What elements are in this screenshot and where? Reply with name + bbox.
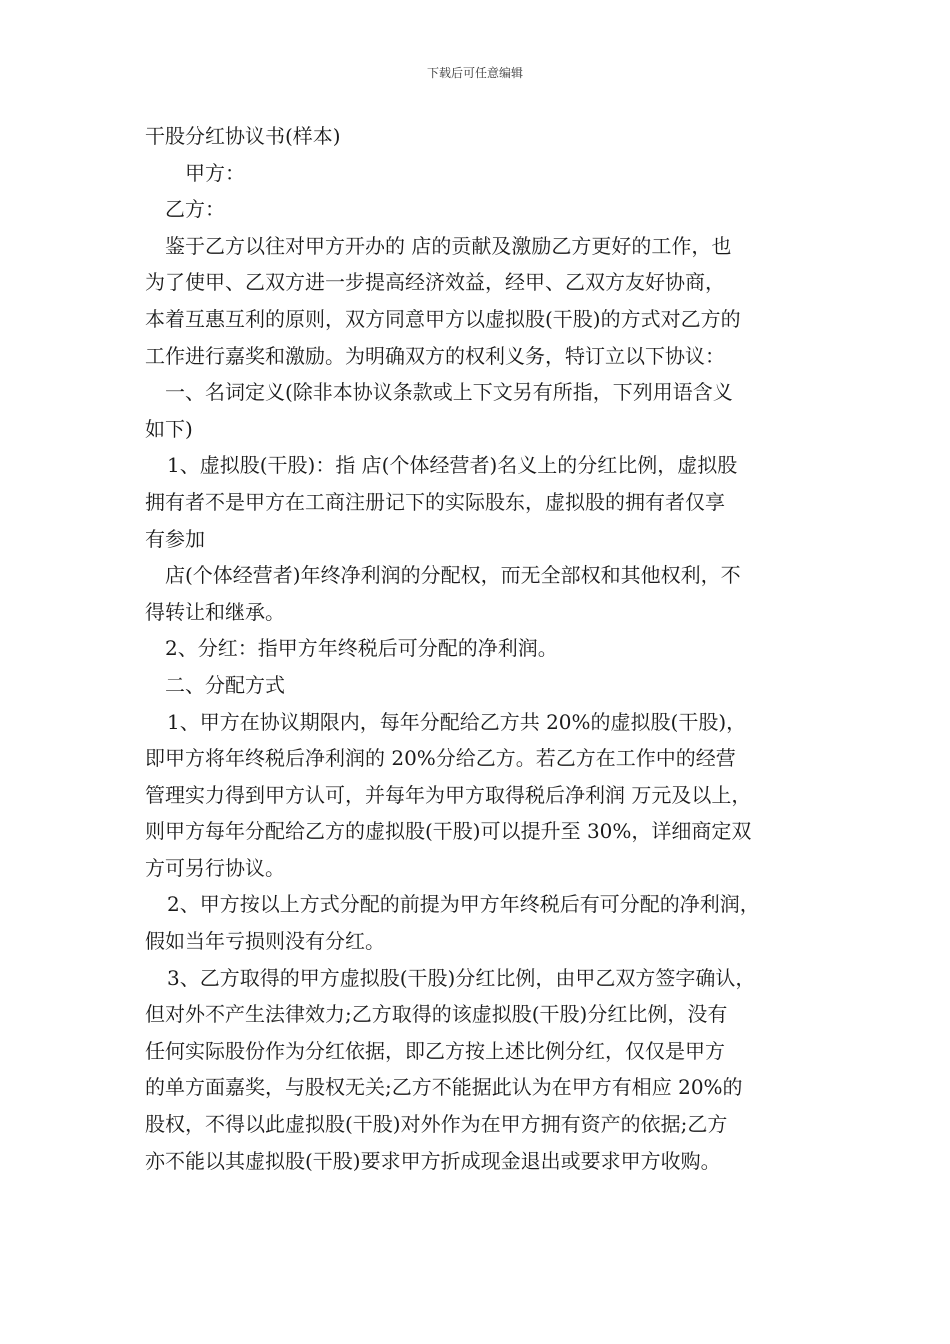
document-title: 干股分红协议书(样本) (145, 124, 341, 148)
body-line: 但对外不产生法律效力;乙方取得的该虚拟股(干股)分红比例，没有 (145, 1002, 728, 1027)
body-line: 如下) (145, 416, 193, 441)
body-line: 3、乙方取得的甲方虚拟股(干股)分红比例，由甲乙双方签字确认， (167, 965, 756, 990)
body-line: 管理实力得到甲方认可，并每年为甲方取得税后净利润 万元及以上， (145, 782, 752, 807)
body-line: 有参加 (145, 526, 205, 551)
body-line: 1、甲方在协议期限内，每年分配给乙方共 20%的虚拟股(干股)， (167, 709, 747, 734)
body-line: 得转让和继承。 (145, 599, 285, 624)
body-line: 1、虚拟股(干股)：指 店(个体经营者)名义上的分红比例，虚拟股 (167, 453, 738, 478)
body-line: 任何实际股份作为分红依据，即乙方按上述比例分红，仅仅是甲方 (145, 1038, 725, 1063)
body-line: 拥有者不是甲方在工商注册记下的实际股东，虚拟股的拥有者仅享 (145, 489, 725, 514)
body-line: 2、甲方按以上方式分配的前提为甲方年终税后有可分配的净利润， (167, 892, 760, 917)
body-line: 乙方： (165, 197, 225, 222)
document-body (145, 118, 815, 1179)
body-line: 股权，不得以此虚拟股(干股)对外作为在甲方拥有资产的依据;乙方 (145, 1112, 728, 1137)
body-line: 方可另行协议。 (145, 855, 285, 880)
body-line: 甲方： (185, 160, 245, 185)
body-line: 本着互惠互利的原则，双方同意甲方以虚拟股(干股)的方式对乙方的 (145, 306, 741, 331)
body-line: 则甲方每年分配给乙方的虚拟股(干股)可以提升至 30%，详细商定双 (145, 819, 752, 844)
body-line: 一、名词定义(除非本协议条款或上下文另有所指，下列用语含义 (165, 380, 733, 405)
body-line: 假如当年亏损则没有分红。 (145, 929, 385, 954)
body-line: 工作进行嘉奖和激励。为明确双方的权利义务，特订立以下协议： (145, 343, 725, 368)
body-line: 2、分红：指甲方年终税后可分配的净利润。 (165, 636, 558, 661)
body-line: 店(个体经营者)年终净利润的分配权，而无全部权和其他权利，不 (165, 563, 741, 588)
body-line: 二、分配方式 (165, 672, 285, 697)
body-line: 为了使甲、乙双方进一步提高经济效益，经甲、乙双方友好协商， (145, 270, 725, 295)
body-line: 的单方面嘉奖，与股权无关;乙方不能据此认为在甲方有相应 20%的 (145, 1075, 743, 1100)
body-line: 亦不能以其虚拟股(干股)要求甲方折成现金退出或要求甲方收购。 (145, 1148, 721, 1173)
body-line: 鉴于乙方以往对甲方开办的 店的贡献及激励乙方更好的工作，也 (165, 233, 732, 258)
page-header: 下载后可任意编辑 (426, 66, 523, 80)
body-line: 即甲方将年终税后净利润的 20%分给乙方。若乙方在工作中的经营 (145, 746, 736, 771)
